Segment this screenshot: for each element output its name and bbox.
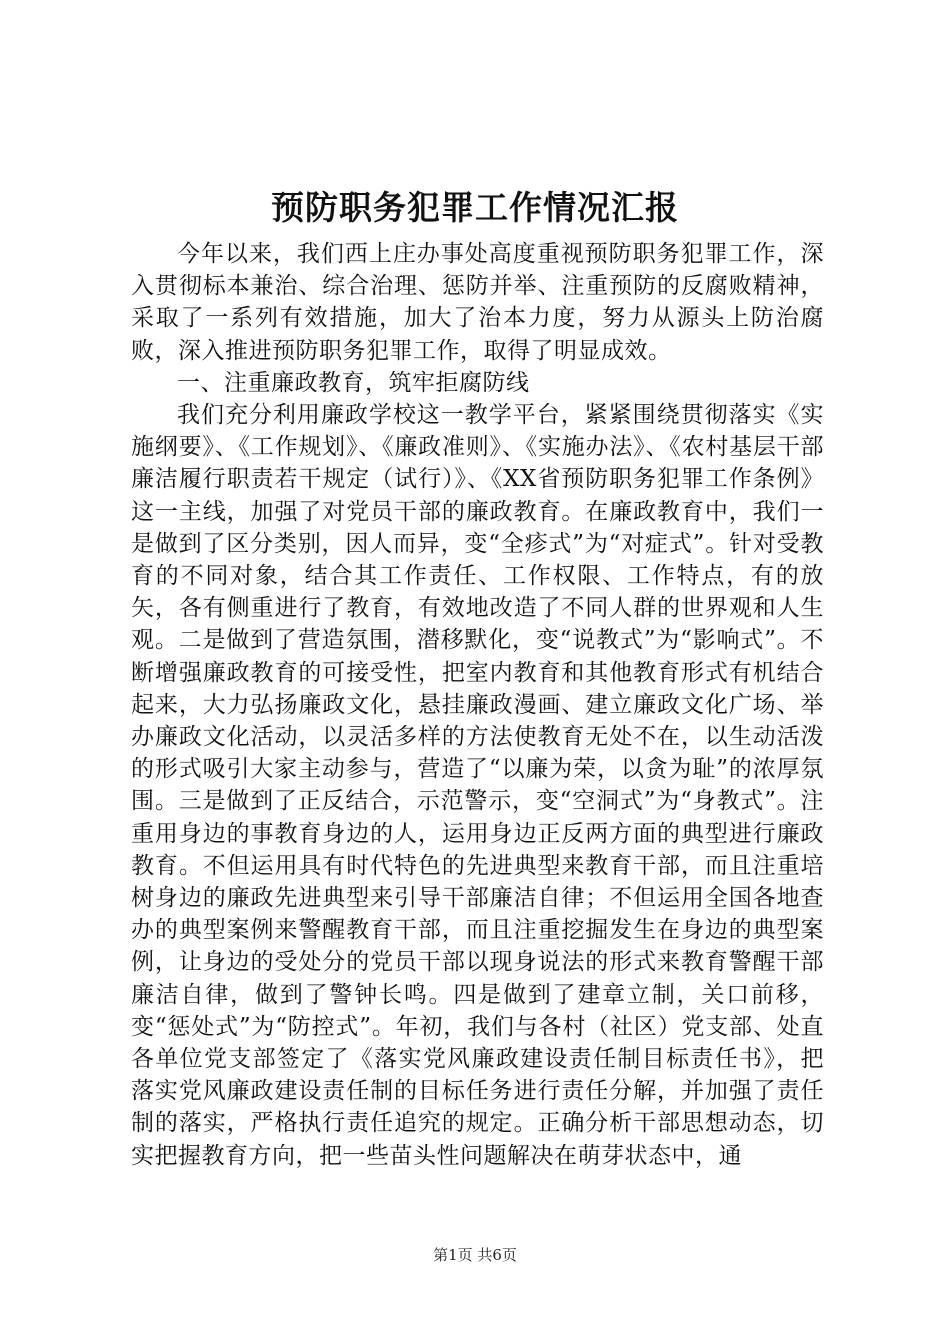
page-footer: 第1页 共6页 [433, 1246, 517, 1264]
document-title: 预防职务犯罪工作情况汇报 [271, 188, 679, 227]
intro-paragraph: 今年以来，我们西上庄办事处高度重视预防职务犯罪工作，深入贯彻标本兼治、综合治理、惩防并举、注重预防的反腐败精神，采取了一系列有效措施，加大了治本力度，努力从源头上防治腐败，深入推进预防职务犯罪工作，取得了明显成效。 [131, 241, 824, 364]
document-body [131, 238, 824, 1172]
section-heading: 一、注重廉政教育，筑牢拒腐防线 [177, 369, 530, 396]
body-paragraph: 我们充分利用廉政学校这一教学平台，紧紧围绕贯彻落实《实施纲要》、《工作规划》、《廉政准则》、《实施办法》、《农村基层干部廉洁履行职责若干规定（试行）》、《XX省预防职务犯罪工作条例》这一主线，加强了对党员干部的廉政教育。在廉政教育中，我们一是做到了区分类别，因人而异，变“全疹式”为“对症式”。针对受教育的不同对象，结合其工作责任、工作权限、工作特点，有的放矢，各有侧重进行了教育，有效地改造了不同人群的世界观和人生观。二是做到了营造氛围，潜移默化，变“说教式”为“影响式”。不断增强廉政教育的可接受性，把室内教育和其他教育形式有机结合起来，大力弘扬廉政文化，悬挂廉政漫画、建立廉政文化广场、举办廉政文化活动，以灵活多样的方法使教育无处不在，以生动活泼的形式吸引大家主动参与，营造了“以廉为荣，以贪为耻”的浓厚氛围。三是做到了正反结合，示范警示，变“空洞式”为“身教式”。注重用身边的事教育身边的人，运用身边正反两方面的典型进行廉政教育。不但运用具有时代特色的先进典型来教育干部，而且注重培树身边的廉政先进典型来引导干部廉洁自律；不但运用全国各地查办的典型案例来警醒教育干部，而且注重挖掘发生在身边的典型案例，让身边的受处分的党员干部以现身说法的形式来教育警醒干部廉洁自律，做到了警钟长鸣。四是做到了建章立制，关口前移，变“惩处式”为“防控式”。年初，我们与各村（社区）党支部、处直各单位党支部签定了《落实党风廉政建设责任制目标责任书》，把落实党风廉政建设责任制的目标任务进行责任分解，并加强了责任制的落实，严格执行责任追究的规定。正确分析干部思想动态，切实把握教育方向，把一些苗头性问题解决在萌芽状态中，通 [131, 402, 824, 1169]
